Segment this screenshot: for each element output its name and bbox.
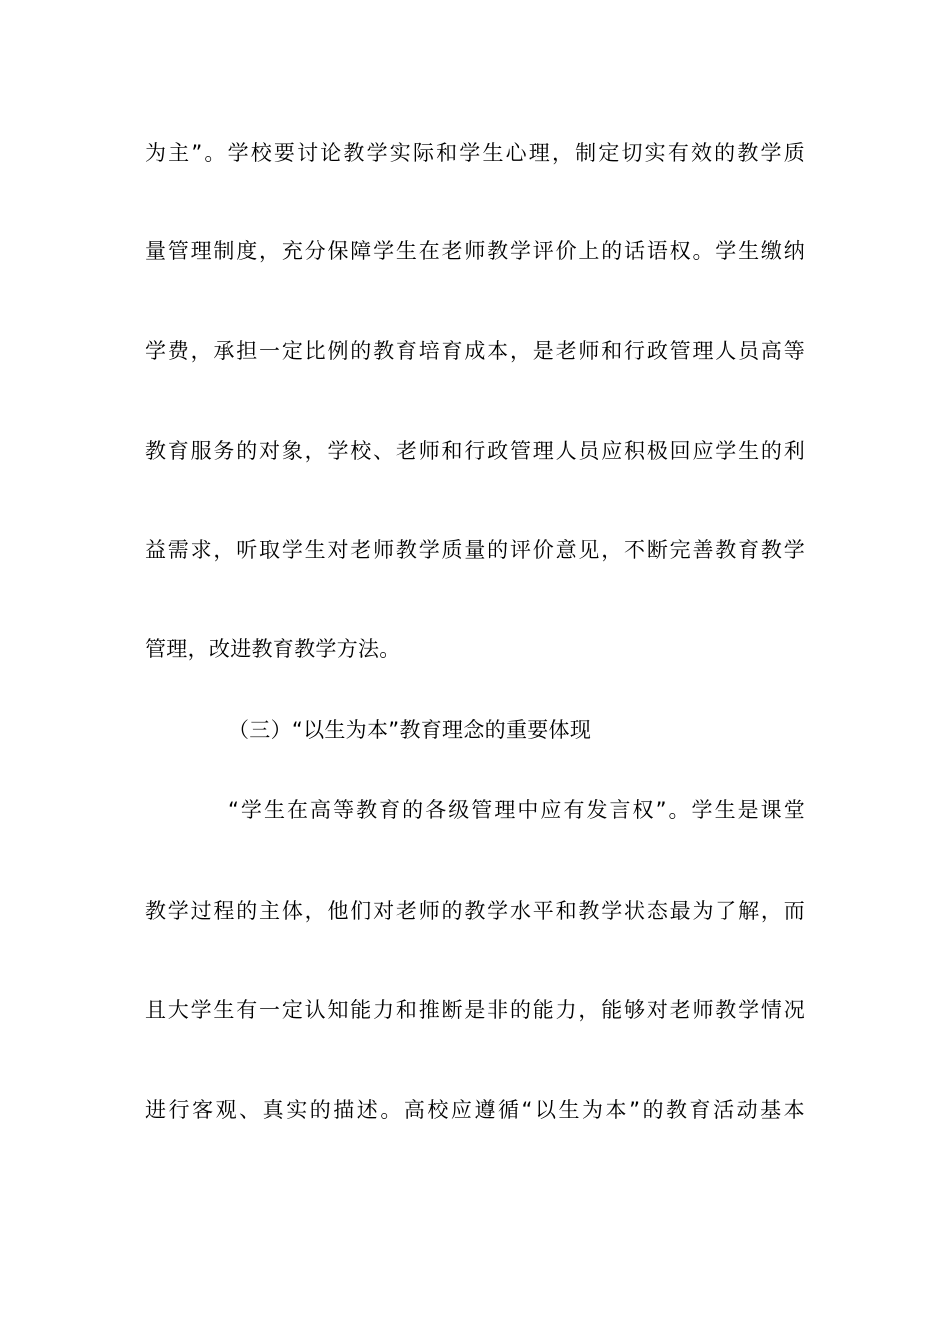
paragraph-line: 且大学生有一定认知能力和推断是非的能力，能够对老师教学情况: [145, 998, 805, 1022]
paragraph-line: 益需求，听取学生对老师教学质量的评价意见，不断完善教育教学: [145, 538, 805, 562]
paragraph-line: 教学过程的主体，他们对老师的教学水平和教学状态最为了解，而: [145, 899, 805, 923]
paragraph-line: 学费，承担一定比例的教育培育成本，是老师和行政管理人员高等: [145, 339, 805, 363]
paragraph-line: 管理，改进教育教学方法。: [145, 637, 401, 661]
paragraph-line: 教育服务的对象，学校、老师和行政管理人员应积极回应学生的利: [145, 439, 805, 463]
section-heading: （三）“以生为本”教育理念的重要体现: [228, 718, 592, 742]
paragraph-line: 量管理制度，充分保障学生在老师教学评价上的话语权。学生缴纳: [145, 239, 805, 263]
paragraph-line: 进行客观、真实的描述。高校应遵循“以生为本”的教育活动基本: [145, 1098, 805, 1122]
paragraph-line: “学生在高等教育的各级管理中应有发言权”。学生是课堂: [228, 798, 805, 822]
paragraph-line: 为主”。学校要讨论教学实际和学生心理，制定切实有效的教学质: [145, 141, 805, 165]
